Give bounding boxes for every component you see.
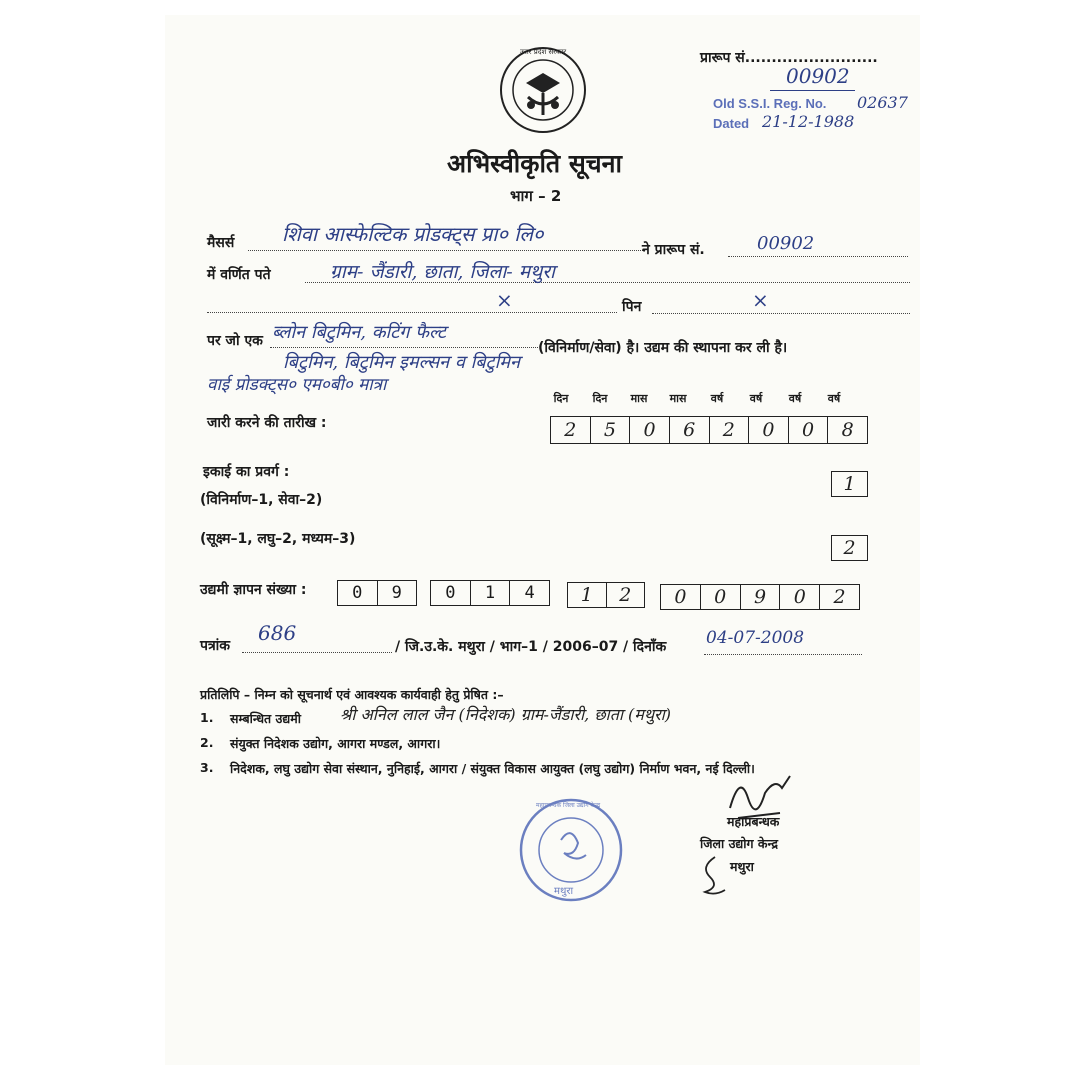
copy-item-text: सम्बन्धित उद्यमी <box>230 711 301 726</box>
memorandum-digit: 1 <box>568 583 607 607</box>
memorandum-digit: 9 <box>741 585 781 609</box>
messrs-label: मैसर्स <box>207 235 235 251</box>
date-headers <box>548 387 847 406</box>
date-header-month: मास <box>669 392 687 405</box>
issue-date-digit: 6 <box>670 417 710 443</box>
letter-number-value: 686 <box>258 621 297 645</box>
date-header-year: वर्ष <box>788 392 802 405</box>
memorandum-group-2 <box>430 580 550 606</box>
product-label: पर जो एक <box>207 333 263 349</box>
issue-date-digit: 2 <box>710 417 750 443</box>
memorandum-digit: 2 <box>833 586 846 608</box>
memorandum-digit: 0 <box>780 585 820 609</box>
form-no-label: ने प्रारूप सं. <box>642 242 705 258</box>
copy-item-number: 3. <box>200 760 214 775</box>
form-number-value: 00902 <box>786 64 850 88</box>
product-line <box>270 347 538 348</box>
address-cross: × <box>496 288 513 312</box>
seal-bottom-text: मथुरा <box>554 886 574 897</box>
category-type-value: 1 <box>843 473 856 495</box>
category-size-value: 2 <box>843 537 856 559</box>
letter-date-line <box>704 654 862 655</box>
issue-date-label: जारी करने की तारीख : <box>207 415 327 431</box>
letter-date-value: 04-07-2008 <box>706 628 805 648</box>
letter-number-line <box>242 652 392 653</box>
category-type-box <box>831 471 868 497</box>
category-label: इकाई का प्रवर्ग : <box>203 464 290 480</box>
date-header-year: वर्ष <box>710 392 724 405</box>
issue-date-digit: 5 <box>591 417 631 443</box>
form-no-line <box>728 256 908 257</box>
old-ssi-reg-value: 02637 <box>857 93 908 112</box>
date-header-day: दिन <box>592 392 608 405</box>
product-line-3: वाई प्रोडक्ट्स० एम०बी० मात्रा <box>207 375 387 395</box>
letter-reference: / जि.उ.के. मथुरा / भाग–1 / 2006–07 / दिनाँक <box>395 639 667 655</box>
form-number-label: प्रारूप सं......................... <box>700 50 878 66</box>
memorandum-digit: 0 <box>661 585 701 609</box>
memorandum-label: उद्यमी ज्ञापन संख्या : <box>200 582 307 598</box>
state-emblem <box>498 45 588 135</box>
pin-line <box>652 313 910 314</box>
memorandum-group-1 <box>337 580 417 606</box>
date-header-year: वर्ष <box>827 392 841 405</box>
initials-signature <box>695 852 735 901</box>
signatory-city: मथुरा <box>730 859 754 874</box>
issue-date-digit: 0 <box>749 417 789 443</box>
messrs-value: शिवा आस्फेल्टिक प्रोडक्ट्स प्रा० लि० <box>282 222 544 246</box>
memorandum-digit: 0 <box>431 581 471 605</box>
office-seal <box>516 795 626 905</box>
copy-intro: प्रतिलिपि – निम्न को सूचनार्थ एवं आवश्यक कार्यवाही हेतु प्रेषित :– <box>200 687 504 702</box>
date-header-day: दिन <box>553 392 569 405</box>
copy-item-number: 2. <box>200 735 214 750</box>
copy-item-handwritten: श्री अनिल लाल जैन (निदेशक) ग्राम-जैंडारी, छाता (मथुरा) <box>340 705 672 724</box>
product-value: ब्लोन बिटुमिन, कटिंग फैल्ट <box>272 322 446 343</box>
issue-date-digit: 0 <box>789 417 829 443</box>
form-number-underline <box>770 90 855 91</box>
issue-date-digit: 0 <box>630 417 670 443</box>
product-line-2: बिटुमिन, बिटुमिन इमल्सन व बिटुमिन <box>283 352 520 373</box>
dated-label: Dated <box>713 116 750 131</box>
part-label: भाग – 2 <box>510 187 562 205</box>
memorandum-digit: 1 <box>471 581 511 605</box>
memorandum-group-3 <box>567 582 645 608</box>
category-type-line: (विनिर्माण–1, सेवा–2) <box>200 492 323 508</box>
memorandum-digit: 0 <box>338 581 378 605</box>
date-header-month: मास <box>630 392 648 405</box>
issue-date-digit: 2 <box>551 417 591 443</box>
emblem-text: उत्तर प्रदेश सरकार <box>520 48 567 56</box>
page-title: अभिस्वीकृति सूचना <box>447 149 623 178</box>
seal-ring-text: महाप्रबन्धक जिला उद्योग केन्द्र <box>536 802 601 809</box>
issue-date-digit: 8 <box>841 419 854 441</box>
date-header-year: वर्ष <box>749 392 763 405</box>
product-suffix: (विनिर्माण/सेवा) है। उद्यम की स्थापना कर ली है। <box>538 340 788 356</box>
address-value: ग्राम- जैंडारी, छाता, जिला- मथुरा <box>330 261 555 283</box>
address-line-2 <box>207 312 617 313</box>
copy-item-number: 1. <box>200 710 214 725</box>
form-no-value: 00902 <box>757 233 815 254</box>
dated-value: 21-12-1988 <box>762 112 855 131</box>
letter-label: पत्रांक <box>200 638 231 654</box>
pin-value: × <box>752 288 769 312</box>
copy-item-text: संयुक्त निदेशक उद्योग, आगरा मण्डल, आगरा। <box>230 736 441 751</box>
memorandum-digit: 4 <box>524 583 535 603</box>
signatory-designation: महाप्रबन्धक <box>727 814 780 829</box>
pin-label: पिन <box>622 299 642 315</box>
signatory-office: जिला उद्योग केन्द्र <box>700 836 779 851</box>
memorandum-digit: 2 <box>619 584 632 606</box>
messrs-line <box>248 250 643 251</box>
memorandum-digit: 9 <box>391 583 402 603</box>
issue-date-box <box>550 416 868 444</box>
old-ssi-reg-label: Old S.S.I. Reg. No. <box>713 96 827 111</box>
category-size-line: (सूक्ष्म–1, लघु–2, मध्यम–3) <box>200 531 356 547</box>
memorandum-group-4 <box>660 584 860 610</box>
memorandum-digit: 0 <box>701 585 741 609</box>
address-label: में वर्णित पते <box>207 267 271 283</box>
category-size-box <box>831 535 868 561</box>
copy-item-text: निदेशक, लघु उद्योग सेवा संस्थान, नुनिहाई, आगरा / संयुक्त विकास आयुक्त (लघु उद्योग) निर्माण भवन, नई दिल्ली। <box>230 761 755 776</box>
